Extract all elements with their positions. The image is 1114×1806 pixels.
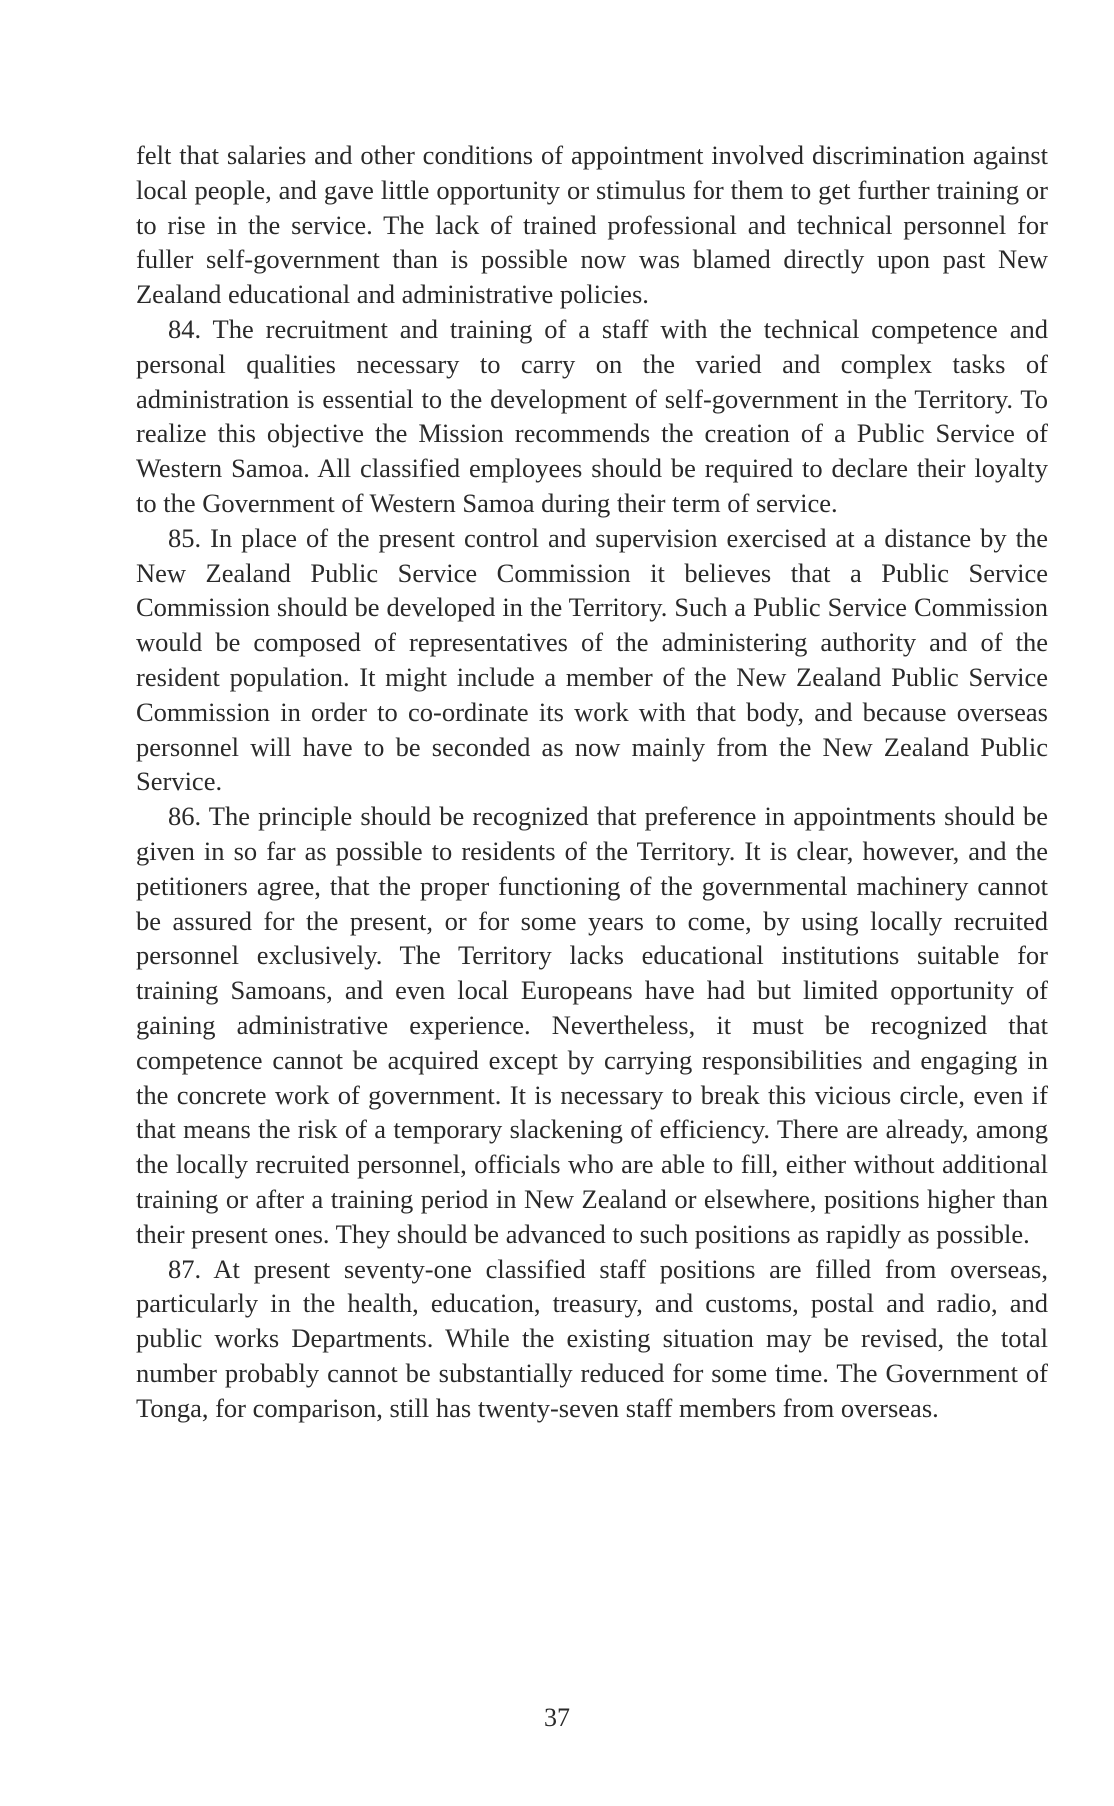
paragraph-85: 85. In place of the present control and supervision exercised at a distance by the New Zealand Public Service Commission it believes that a Public Service Commission should be developed in the Territory. Such a Public Service Commission would be composed of representatives of the administering authority and of the resident population. It might include a member of the New Zealand Public Service Commission in order to co-ordinate its work with that body, and because overseas personnel will have to be seconded as now mainly from the New Zealand Public Service. (136, 522, 1048, 797)
page-number: 37 (544, 1703, 570, 1732)
document-page (136, 138, 1048, 1425)
paragraph-84: 84. The recruitment and training of a staff with the technical competence and personal qualities necessary to carry on the varied and complex tasks of administration is essential to the development of self-government in the Territory. To realize this objective the Mission recommends the creation of a Public Service of Western Samoa. All classified employees should be required to declare their loyalty to the Government of Western Samoa during their term of service. (136, 313, 1048, 518)
paragraph-87: 87. At present seventy-one classified staff positions are filled from overseas, particularly in the health, education, treasury, and customs, postal and radio, and public works Departments. While the existing situation may be revised, the total number probably cannot be substantially reduced for some time. The Government of Tonga, for comparison, still has twenty-seven staff members from overseas. (136, 1253, 1048, 1423)
paragraph-83-continued: felt that salaries and other conditions of appointment involved discrimination against local people, and gave little opportunity or stimulus for them to get further training or to rise in the service. The lack of trained professional and technical personnel for fuller self-government than is possible now was blamed directly upon past New Zealand educational and administrative policies. (136, 140, 1048, 310)
paragraph-86: 86. The principle should be recognized that preference in appointments should be given in so far as possible to residents of the Territory. It is clear, however, and the petitioners agree, that the proper functioning of the governmental machinery cannot be assured for the present, or for some years to come, by using locally recruited personnel exclusively. The Territory lacks educational institutions suitable for training Samoans, and even local Europeans have had but limited opportunity of gaining administrative experience. Nevertheless, it must be recognized that competence cannot be acquired except by carrying responsibilities and engaging in the concrete work of government. It is necessary to break this vicious circle, even if that means the risk of a temporary slackening of efficiency. There are already, among the locally recruited personnel, officials who are able to fill, either without additional training or after a training period in New Zealand or elsewhere, positions higher than their present ones. They should be advanced to such positions as rapidly as possible. (136, 801, 1048, 1249)
